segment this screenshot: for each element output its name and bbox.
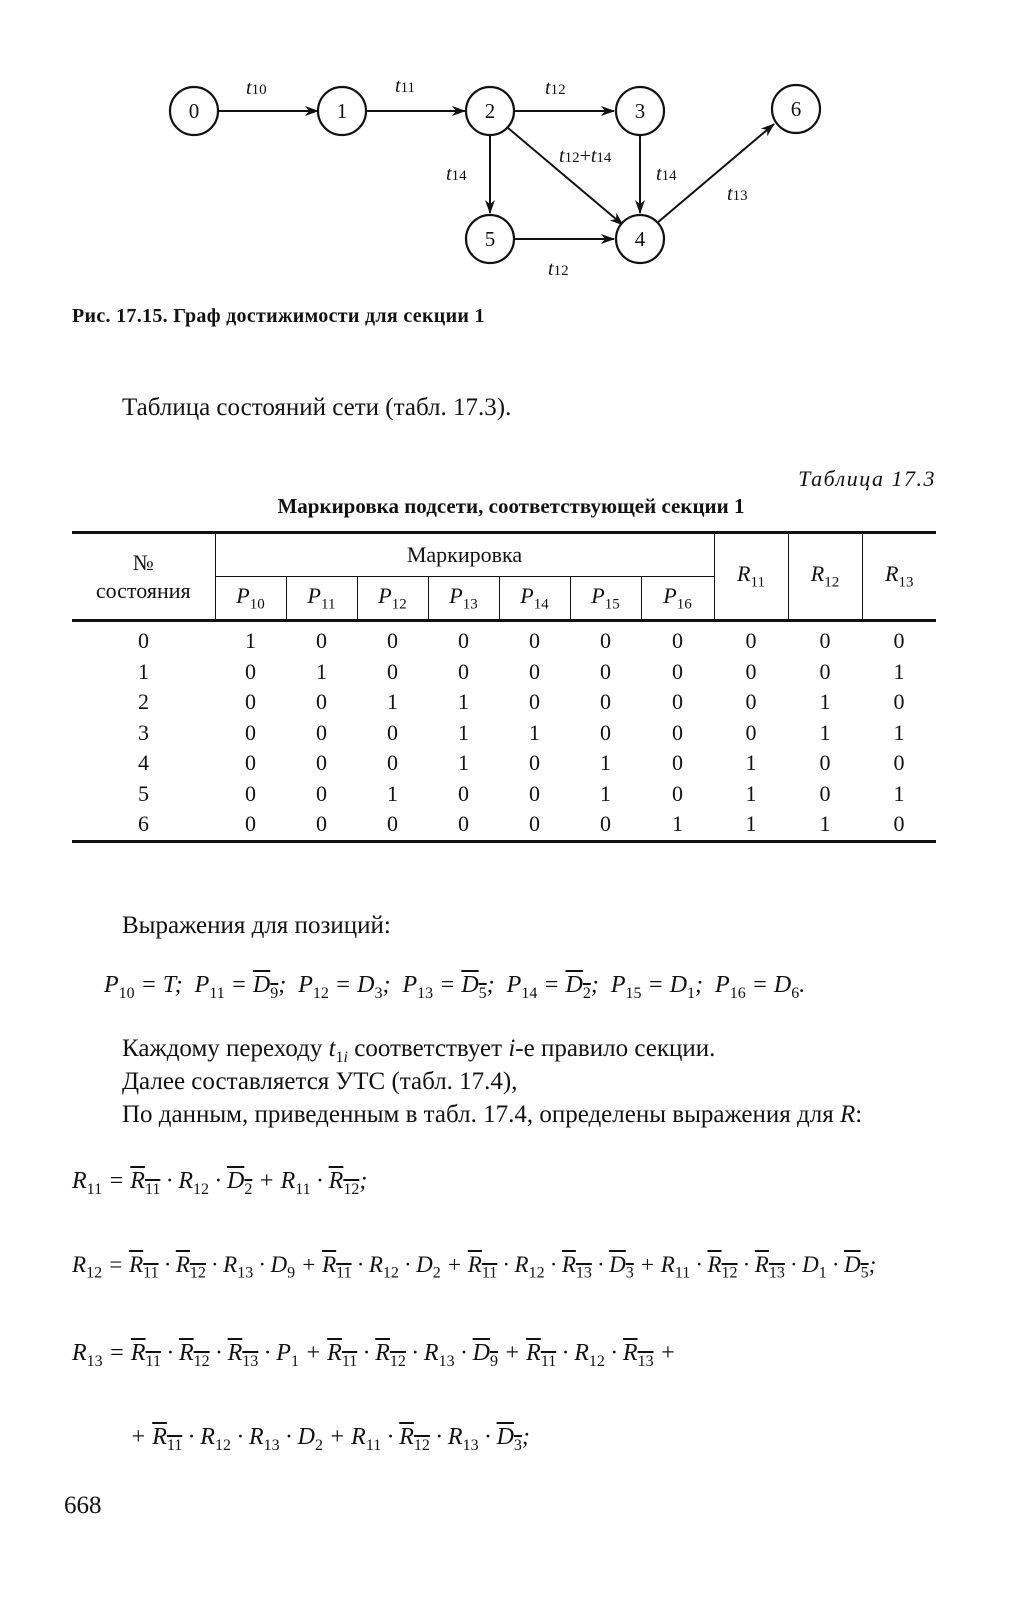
table-cell: 1 (745, 780, 757, 806)
table-row (72, 748, 936, 779)
table-cell: 0 (245, 780, 256, 806)
node-label-0: 0 (188, 99, 200, 123)
table-cell: 1 (458, 750, 469, 776)
state-number-cell: 3 (138, 719, 149, 745)
table-cell: 1 (600, 780, 611, 806)
edge-label-t13: t13 (727, 183, 748, 205)
table-cell: 0 (672, 658, 683, 684)
table-cell: 1 (458, 689, 469, 715)
edge-2-4 (508, 128, 623, 225)
state-header-line1: № (132, 549, 154, 575)
edge-label-t14-left: t14 (446, 163, 467, 185)
node-label-4: 4 (634, 227, 646, 251)
table-cell: 0 (529, 750, 540, 776)
expressions-heading: Выражения для позиций: (122, 912, 391, 939)
table-cell: 0 (893, 628, 905, 654)
table-cell: 0 (428, 809, 499, 841)
edge-label-t12-top: t12 (545, 77, 566, 99)
table-cell: 0 (570, 809, 641, 841)
table-cell: 1 (788, 809, 862, 841)
node-label-1: 1 (336, 99, 348, 123)
p15-header: $P_{15}$ (570, 577, 641, 621)
table-row (72, 809, 936, 841)
edge-label-t10: t10 (246, 77, 267, 99)
reachability-graph (0, 0, 1022, 300)
table-cell: 0 (600, 719, 611, 745)
table-cell: 1 (316, 658, 327, 684)
table-cell: 0 (672, 750, 683, 776)
table-cell: 1 (600, 750, 611, 776)
position-expressions: $P_{10} = T$; $P_{11} = D_9$; $P_{12} = D_3$; $P_{13} = D_5$; $P_{14} = D_2$; $P_{15} = D_1$; $P_{16} = D_6$. (104, 972, 806, 1002)
node-label-6: 6 (790, 97, 802, 121)
p16-header: $P_{16}$ (641, 577, 714, 621)
table-cell: 1 (458, 719, 469, 745)
equation-r12: $R_{12} = R_{11} \cdot R_{12} \cdot R_{13} \cdot D_9 + R_{11} \cdot R_{12} \cdot D_2 + R_{11} \cdot R_{12} \cdot R_{13} \cdot D_3 + R_{11} \cdot R_{12} \cdot R_{13} \cdot D_1 \cdot D_5$; (72, 1252, 877, 1282)
table-cell: 0 (245, 658, 256, 684)
table-cell: 0 (529, 628, 540, 654)
state-number-cell: 0 (138, 628, 149, 654)
table-cell: 0 (672, 628, 683, 654)
table-cell: 0 (745, 719, 757, 745)
table-cell: 0 (316, 689, 327, 715)
intro-text: Таблица состояний сети (табл. 17.3). (122, 394, 512, 421)
state-number-cell: 6 (72, 809, 215, 841)
node-label-2: 2 (484, 99, 496, 123)
table-cell: 1 (819, 719, 831, 745)
table-cell: 0 (862, 809, 936, 841)
equation-r11: $R_{11} = R_{11} \cdot R_{12} \cdot D_2 + R_{11} \cdot R_{12}$; (72, 1168, 368, 1198)
table-cell: 1 (245, 628, 256, 654)
r12-header: $R_{12}$ (788, 533, 862, 621)
text-line-3: По данным, приведенным в табл. 17.4, определены выражения для R: (122, 1101, 863, 1128)
table-cell: 1 (819, 689, 831, 715)
table-cell: 0 (672, 689, 683, 715)
table-cell: 1 (714, 809, 788, 841)
table-cell: 0 (245, 750, 256, 776)
table-title: Маркировка подсети, соответствующей секции 1 (277, 494, 745, 518)
state-number-cell: 2 (138, 689, 149, 715)
node-label-3: 3 (634, 99, 646, 123)
table-cell: 0 (286, 809, 357, 841)
text-line-2: Далее составляется УТС (табл. 17.4), (122, 1068, 518, 1095)
text-line-1: Каждому переходу $t_{1i}$ соответствует i-е правило секции. (122, 1035, 716, 1066)
p14-header: $P_{14}$ (499, 577, 570, 621)
state-number-cell: 1 (138, 658, 149, 684)
p10-header: $P_{10}$ (215, 577, 286, 621)
edge-label-t12-bottom: t12 (548, 258, 569, 280)
p13-header: $P_{13}$ (428, 577, 499, 621)
state-number-header (72, 533, 215, 621)
table-cell: 1 (529, 719, 540, 745)
table-cell: 0 (600, 689, 611, 715)
state-table (72, 531, 936, 843)
table-cell: 0 (316, 628, 327, 654)
table-cell: 1 (387, 689, 398, 715)
table-cell: 0 (600, 628, 611, 654)
r13-header: $R_{13}$ (862, 533, 936, 621)
p11-header: $P_{11}$ (286, 577, 357, 621)
table-cell: 0 (893, 750, 905, 776)
node-label-5: 5 (484, 227, 496, 251)
table-cell: 0 (458, 780, 469, 806)
table-cell: 0 (819, 628, 831, 654)
table-cell: 0 (529, 689, 540, 715)
table-cell: 0 (387, 719, 398, 745)
equation-r13-line2: + $R_{11} \cdot R_{12} \cdot R_{13} \cdot D_2 + R_{11} \cdot R_{12} \cdot R_{13} \cdot D_3$; (130, 1424, 530, 1454)
table-cell: 0 (672, 719, 683, 745)
equation-r13-line1: $R_{13} = R_{11} \cdot R_{12} \cdot R_{13} \cdot P_1 + R_{11} \cdot R_{12} \cdot R_{13} \cdot D_9 + R_{11} \cdot R_{12} \cdot R_{13}$ + (72, 1340, 676, 1370)
table-cell: 0 (819, 750, 831, 776)
table-row (72, 687, 936, 718)
table-cell: 0 (387, 658, 398, 684)
table-cell: 0 (893, 689, 905, 715)
table-label: Таблица 17.3 (798, 466, 936, 491)
edge-label-t12-plus-t14: t12+t14 (559, 145, 612, 167)
marking-header: Маркировка (215, 533, 714, 577)
table-cell: 1 (893, 719, 905, 745)
state-table-body (72, 621, 936, 842)
table-cell: 0 (245, 719, 256, 745)
table-cell: 0 (819, 658, 831, 684)
table-cell: 0 (387, 628, 398, 654)
table-cell: 0 (819, 780, 831, 806)
table-cell: 0 (458, 658, 469, 684)
table-cell: 0 (745, 628, 757, 654)
table-cell: 0 (245, 689, 256, 715)
table-row (72, 657, 936, 688)
table-cell: 0 (529, 658, 540, 684)
edge-label-t11: t11 (395, 75, 416, 97)
table-cell: 0 (215, 809, 286, 841)
table-cell: 0 (316, 750, 327, 776)
table-cell: 0 (316, 780, 327, 806)
table-cell: 1 (745, 750, 757, 776)
edge-label-t14-right: t14 (656, 163, 677, 185)
r11-header: $R_{11}$ (714, 533, 788, 621)
figure-caption: Рис. 17.15. Граф достижимости для секции 1 (72, 305, 485, 327)
table-cell: 1 (641, 809, 714, 841)
table-cell: 0 (387, 750, 398, 776)
state-header-line2: состояния (95, 577, 191, 603)
table-cell: 1 (387, 780, 398, 806)
table-cell: 0 (357, 809, 428, 841)
table-cell: 0 (316, 719, 327, 745)
table-row (72, 779, 936, 810)
table-cell: 0 (458, 628, 469, 654)
table-row (72, 621, 936, 657)
table-row (72, 718, 936, 749)
page-number: 668 (64, 1492, 102, 1519)
state-number-cell: 5 (138, 780, 149, 806)
table-cell: 0 (499, 809, 570, 841)
table-cell: 1 (893, 780, 905, 806)
table-cell: 1 (893, 658, 905, 684)
table-cell: 0 (600, 658, 611, 684)
state-number-cell: 4 (138, 750, 149, 776)
table-cell: 0 (745, 689, 757, 715)
table-cell: 0 (745, 658, 757, 684)
table-cell: 0 (672, 780, 683, 806)
p12-header: $P_{12}$ (357, 577, 428, 621)
table-cell: 0 (529, 780, 540, 806)
